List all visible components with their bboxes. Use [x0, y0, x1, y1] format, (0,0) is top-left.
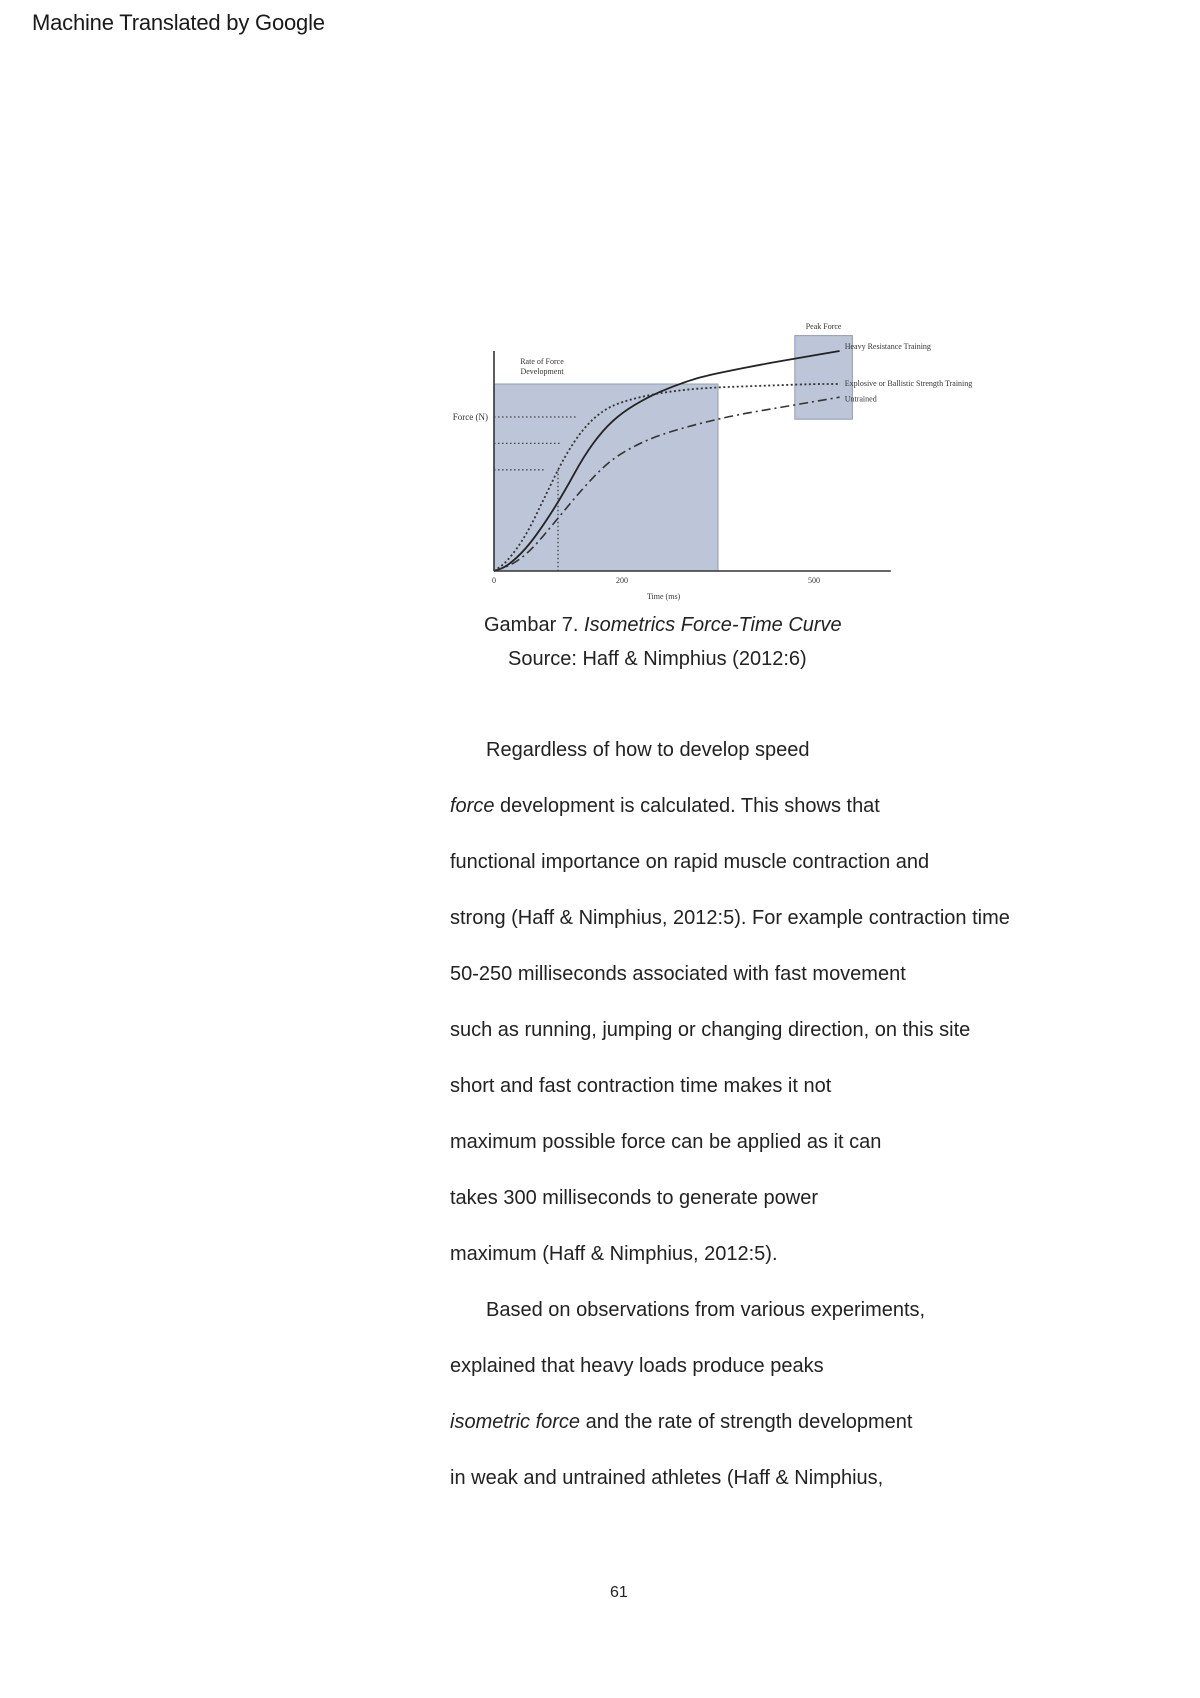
paragraph-line: explained that heavy loads produce peaks — [450, 1355, 824, 1377]
rfd-region — [494, 384, 718, 571]
paragraph-line: strong (Haff & Nimphius, 2012:5). For example contraction time — [450, 907, 1010, 929]
x-axis-label: Time (ms) — [646, 592, 681, 601]
series-label: Heavy Resistance Training — [844, 341, 931, 351]
paragraph-line: in weak and untrained athletes (Haff & Nimphius, — [450, 1467, 884, 1489]
paragraph-line: functional importance on rapid muscle contraction and — [450, 851, 930, 873]
figure-source: Source: Haff & Nimphius (2012:6) — [508, 648, 807, 670]
rfd-label-line-2: Development — [520, 367, 564, 377]
x-tick-label: 200 — [616, 576, 628, 585]
force-time-figure — [440, 285, 973, 615]
y-axis-label: Force (N) — [452, 412, 488, 422]
caption-prefix: Gambar 7. — [484, 614, 585, 636]
paragraph-line: takes 300 milliseconds to generate power — [450, 1187, 818, 1209]
peak-force-label: Peak Force — [805, 322, 842, 331]
caption-title: Isometrics Force-Time Curve — [584, 614, 842, 636]
paragraph-line: short and fast contraction time makes it not — [450, 1075, 832, 1097]
force-time-chart — [440, 285, 973, 615]
x-tick-label: 0 — [492, 576, 496, 585]
paragraph-line: Based on observations from various experiments, — [486, 1299, 926, 1321]
rfd-label-line-1: Rate of Force — [520, 357, 564, 367]
italic-term: force — [450, 795, 495, 817]
series-label: Untrained — [844, 394, 877, 404]
series-label: Explosive or Ballistic Strength Training — [844, 379, 973, 389]
italic-term: isometric force — [450, 1411, 581, 1433]
paragraph-line: maximum (Haff & Nimphius, 2012:5). — [450, 1243, 778, 1265]
page-number: 61 — [610, 1584, 628, 1601]
x-tick-labels — [492, 576, 820, 585]
paragraph-line: isometric force and the rate of strength development — [450, 1411, 913, 1433]
figure-caption — [484, 614, 842, 637]
body-text — [450, 722, 1090, 1506]
translation-banner: Machine Translated by Google — [32, 10, 325, 35]
paragraph-line: maximum possible force can be applied as it can — [450, 1131, 882, 1153]
paragraph-line: Regardless of how to develop speed — [486, 739, 810, 761]
series-labels — [845, 342, 973, 404]
paragraph-line: 50-250 milliseconds associated with fast movement — [450, 963, 906, 985]
paragraph-line: such as running, jumping or changing direction, on this site — [450, 1019, 971, 1041]
paragraph-line: force development is calculated. This shows that — [450, 795, 880, 817]
x-tick-label: 500 — [808, 576, 820, 585]
